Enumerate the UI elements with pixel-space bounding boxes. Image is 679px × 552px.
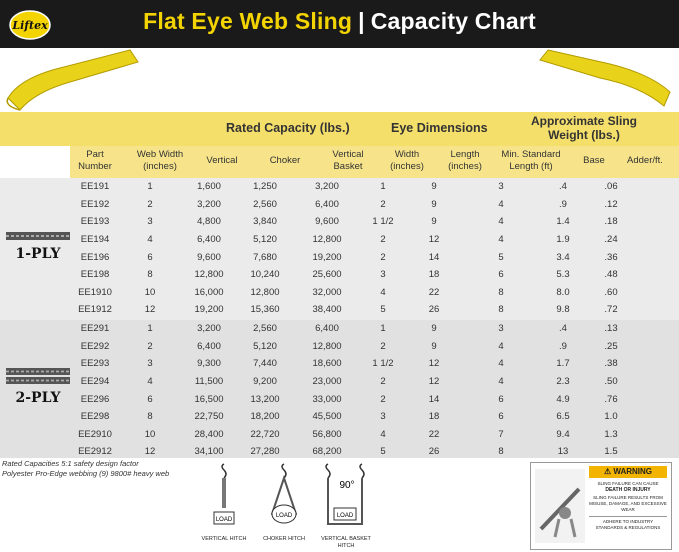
table-cell: 9 <box>431 216 437 228</box>
table-cell: 18 <box>428 269 440 281</box>
table-cell: 9.8 <box>556 304 570 316</box>
table-cell: .4 <box>559 181 567 193</box>
table-cell: 26 <box>428 446 440 458</box>
table-cell: 8 <box>498 286 504 298</box>
col-web-width: Web Width (inches) <box>136 149 184 172</box>
table-cell: 3,200 <box>197 323 221 335</box>
note-webbing: Polyester Pro-Edge webbing (9) 9800# heavy web <box>2 469 170 478</box>
table-cell: .60 <box>604 286 618 298</box>
eye-dimensions-header: Eye Dimensions <box>391 121 488 135</box>
table-cell: EE293 <box>80 358 110 370</box>
table-cell: 9,600 <box>197 251 221 263</box>
table-cell: 3,200 <box>197 198 221 210</box>
warning-illustration <box>535 469 585 543</box>
table-cell: 10 <box>144 286 156 298</box>
table-cell: 2 <box>380 234 386 246</box>
table-cell: 1.7 <box>556 358 570 370</box>
table-cell: 5.3 <box>556 269 570 281</box>
table-cell: 2 <box>380 376 386 388</box>
table-cell: 6 <box>498 411 504 423</box>
table-cell: .06 <box>604 181 618 193</box>
table-cell: 23,000 <box>312 376 342 388</box>
table-cell: 6,400 <box>197 234 221 246</box>
table-cell: 2 <box>380 340 386 352</box>
table-cell: 14 <box>428 251 440 263</box>
footnotes <box>2 459 169 479</box>
table-cell: 16,000 <box>194 286 224 298</box>
table-cell: 4 <box>147 234 153 246</box>
table-row <box>72 266 636 284</box>
table-row <box>72 196 636 214</box>
table-row <box>72 178 636 196</box>
table-cell: 12 <box>428 234 440 246</box>
table-cell: 32,000 <box>312 286 342 298</box>
table-cell: EE196 <box>80 251 110 263</box>
table-cell: .18 <box>604 216 618 228</box>
table-cell: 1,250 <box>253 181 277 193</box>
col-eye-width: Width (inches) <box>390 149 424 172</box>
table-cell: EE292 <box>80 340 110 352</box>
table-cell: 9,600 <box>315 216 339 228</box>
table-cell: 5,120 <box>253 340 277 352</box>
table-cell: 6 <box>147 393 153 405</box>
table-cell: 4 <box>498 358 504 370</box>
col-part-number: Part Number <box>78 149 112 172</box>
table-cell: 1 <box>147 323 153 335</box>
note-safety-factor: Rated Capacities 5:1 safety design factor <box>2 459 139 468</box>
table-cell: 4 <box>498 216 504 228</box>
table-cell: 6 <box>147 251 153 263</box>
table-cell: 4,800 <box>197 216 221 228</box>
table-cell: 1,600 <box>197 181 221 193</box>
table-cell: 9 <box>431 181 437 193</box>
table-row <box>72 338 636 356</box>
table-cell: 4 <box>498 234 504 246</box>
warning-text: SLING FAILURE CAN CAUSE DEATH OR INJURY SLING FAILURE RESULTS FROM MISUSE, DAMAGE, AND EXCESSIVE WEAR ADHERE TO INDUSTRY STANDARDS & REGULATIONS <box>589 481 667 530</box>
table-cell: 3 <box>147 358 153 370</box>
table-cell: 12,800 <box>250 286 280 298</box>
warning-triangle-icon: ⚠ <box>603 467 612 476</box>
table-cell: 9,300 <box>197 358 221 370</box>
ply1-table <box>72 178 636 319</box>
table-cell: EE2910 <box>78 428 112 440</box>
table-cell: 4 <box>380 428 386 440</box>
table-cell: 1.5 <box>604 446 618 458</box>
table-cell: 7 <box>498 428 504 440</box>
table-cell: 4 <box>498 376 504 388</box>
table-cell: 6 <box>498 269 504 281</box>
table-cell: 12 <box>428 358 440 370</box>
table-row <box>72 390 636 408</box>
table-cell: 4 <box>498 198 504 210</box>
table-cell: 22 <box>428 428 440 440</box>
table-cell: 68,200 <box>312 446 342 458</box>
col-min-length: Min. Standard Length (ft) <box>501 149 561 172</box>
table-row <box>72 284 636 302</box>
choker-hitch-label: CHOKER HITCH <box>263 536 305 542</box>
table-cell: EE194 <box>80 234 110 246</box>
table-cell: 3 <box>380 269 386 281</box>
table-cell: .9 <box>559 340 567 352</box>
table-cell: 1 <box>380 323 386 335</box>
svg-text:Liftex: Liftex <box>12 19 48 32</box>
svg-text:LOAD: LOAD <box>275 513 293 519</box>
table-cell: 8 <box>498 304 504 316</box>
table-cell: .50 <box>604 376 618 388</box>
table-cell: 2 <box>380 393 386 405</box>
table-cell: .12 <box>604 198 618 210</box>
table-cell: 56,800 <box>312 428 342 440</box>
table-cell: 2 <box>147 198 153 210</box>
1-ply-webbing-image <box>6 229 70 243</box>
table-cell: 8 <box>147 411 153 423</box>
table-cell: EE298 <box>80 411 110 423</box>
table-cell: 3 <box>380 411 386 423</box>
table-cell: EE192 <box>80 198 110 210</box>
table-cell: 12 <box>144 304 156 316</box>
table-cell: EE198 <box>80 269 110 281</box>
table-cell: 2 <box>147 340 153 352</box>
table-cell: 19,200 <box>312 251 342 263</box>
table-cell: 3 <box>147 216 153 228</box>
table-cell: .38 <box>604 358 618 370</box>
table-cell: 2 <box>380 198 386 210</box>
table-cell: EE296 <box>80 393 110 405</box>
table-cell: 18,600 <box>312 358 342 370</box>
table-cell: 22,720 <box>250 428 280 440</box>
table-cell: .24 <box>604 234 618 246</box>
table-cell: 1.9 <box>556 234 570 246</box>
table-cell: 6 <box>498 393 504 405</box>
vertical-hitch-diagram <box>206 462 242 532</box>
table-cell: 13 <box>557 446 569 458</box>
table-cell: EE191 <box>80 181 110 193</box>
table-cell: 1 1/2 <box>372 358 394 370</box>
table-cell: 22,750 <box>194 411 224 423</box>
table-cell: 5 <box>498 251 504 263</box>
table-cell: 4 <box>498 340 504 352</box>
table-cell: 19,200 <box>194 304 224 316</box>
table-cell: 9 <box>431 323 437 335</box>
table-row <box>72 301 636 319</box>
header-bar <box>0 0 679 48</box>
table-cell: 1 <box>380 181 386 193</box>
col-adder: Adder/ft. <box>627 155 663 166</box>
table-cell: EE294 <box>80 376 110 388</box>
table-cell: 10 <box>144 428 156 440</box>
table-cell: 18 <box>428 411 440 423</box>
vertical-basket-hitch-diagram <box>322 462 368 532</box>
col-choker: Choker <box>269 155 301 166</box>
table-cell: 10,240 <box>250 269 280 281</box>
table-cell: 12,800 <box>194 269 224 281</box>
table-cell: 3,200 <box>315 181 339 193</box>
table-cell: 4 <box>380 286 386 298</box>
table-cell: .76 <box>604 393 618 405</box>
table-cell: 2,560 <box>253 198 277 210</box>
rated-capacity-header: Rated Capacity (lbs.) <box>226 121 350 135</box>
2-ply-webbing-image <box>6 366 70 386</box>
1-ply-label: 1-PLY <box>15 246 61 262</box>
table-cell: .25 <box>604 340 618 352</box>
table-cell: 3 <box>498 323 504 335</box>
table-cell: 5,120 <box>253 234 277 246</box>
table-cell: EE2912 <box>78 446 112 458</box>
table-cell: 33,000 <box>312 393 342 405</box>
table-cell: 12,800 <box>312 234 342 246</box>
web-sling-illustration <box>0 48 679 112</box>
table-row <box>72 213 636 231</box>
table-cell: 2 <box>380 251 386 263</box>
vertical-hitch-label: VERTICAL HITCH <box>201 536 247 542</box>
warning-title: ⚠ WARNING <box>589 466 667 478</box>
2-ply-label: 2-PLY <box>15 390 61 406</box>
table-cell: 4 <box>147 376 153 388</box>
table-cell: .13 <box>604 323 618 335</box>
table-cell: 1.0 <box>604 411 618 423</box>
table-cell: 13,200 <box>250 393 280 405</box>
table-cell: 34,100 <box>194 446 224 458</box>
table-row <box>72 248 636 266</box>
table-cell: 9 <box>431 340 437 352</box>
col-vertical: Vertical <box>206 155 238 166</box>
table-cell: 16,500 <box>194 393 224 405</box>
table-cell: 3.4 <box>556 251 570 263</box>
choker-hitch-diagram <box>266 462 302 532</box>
table-row <box>72 320 636 338</box>
table-cell: 2,560 <box>253 323 277 335</box>
table-row <box>72 355 636 373</box>
table-cell: 7,680 <box>253 251 277 263</box>
table-cell: 12,800 <box>312 340 342 352</box>
col-eye-length: Length (inches) <box>448 149 482 172</box>
table-cell: 25,600 <box>312 269 342 281</box>
vertical-basket-hitch-label: VERTICAL BASKET HITCH <box>321 536 371 549</box>
table-cell: 38,400 <box>312 304 342 316</box>
table-cell: EE291 <box>80 323 110 335</box>
table-cell: 22 <box>428 286 440 298</box>
approx-weight-header: Approximate Sling Weight (lbs.) <box>530 114 637 142</box>
table-row <box>72 231 636 249</box>
page-title: Flat Eye Web Sling | Capacity Chart <box>143 8 536 34</box>
table-cell: 12 <box>428 376 440 388</box>
table-cell: 1 <box>147 181 153 193</box>
table-cell: 11,500 <box>194 376 224 388</box>
svg-text:90°: 90° <box>339 480 355 491</box>
table-cell: 14 <box>428 393 440 405</box>
table-cell: 3,840 <box>253 216 277 228</box>
table-row <box>72 426 636 444</box>
table-cell: 27,280 <box>250 446 280 458</box>
table-cell: .36 <box>604 251 618 263</box>
table-cell: 45,500 <box>312 411 342 423</box>
table-cell: 12 <box>144 446 156 458</box>
table-cell: 6.5 <box>556 411 570 423</box>
warning-label <box>530 462 672 550</box>
ply2-table <box>72 320 636 461</box>
table-cell: 6,400 <box>315 323 339 335</box>
table-cell: 6,400 <box>197 340 221 352</box>
table-cell: 8 <box>147 269 153 281</box>
table-cell: 1.4 <box>556 216 570 228</box>
table-cell: 6,400 <box>315 198 339 210</box>
table-cell: 2.3 <box>556 376 570 388</box>
col-vertical-basket: Vertical Basket <box>332 149 364 172</box>
svg-text:LOAD: LOAD <box>336 513 354 519</box>
table-cell: .72 <box>604 304 618 316</box>
table-cell: EE1910 <box>78 286 112 298</box>
table-cell: 26 <box>428 304 440 316</box>
table-cell: 9 <box>431 198 437 210</box>
table-row <box>72 408 636 426</box>
table-cell: 9.4 <box>556 428 570 440</box>
table-cell: 1 1/2 <box>372 216 394 228</box>
table-cell: .9 <box>559 198 567 210</box>
table-cell: 4.9 <box>556 393 570 405</box>
table-cell: 18,200 <box>250 411 280 423</box>
table-cell: 8 <box>498 446 504 458</box>
table-cell: 1.3 <box>604 428 618 440</box>
table-cell: 5 <box>380 446 386 458</box>
table-cell: 28,400 <box>194 428 224 440</box>
table-cell: .4 <box>559 323 567 335</box>
svg-text:LOAD: LOAD <box>215 517 233 523</box>
table-row <box>72 373 636 391</box>
col-base: Base <box>583 155 605 166</box>
table-cell: .48 <box>604 269 618 281</box>
table-cell: EE193 <box>80 216 110 228</box>
table-cell: 15,360 <box>250 304 280 316</box>
table-cell: 8.0 <box>556 286 570 298</box>
table-cell: 5 <box>380 304 386 316</box>
table-cell: 3 <box>498 181 504 193</box>
table-cell: 9,200 <box>253 376 277 388</box>
table-cell: EE1912 <box>78 304 112 316</box>
table-cell: 7,440 <box>253 358 277 370</box>
